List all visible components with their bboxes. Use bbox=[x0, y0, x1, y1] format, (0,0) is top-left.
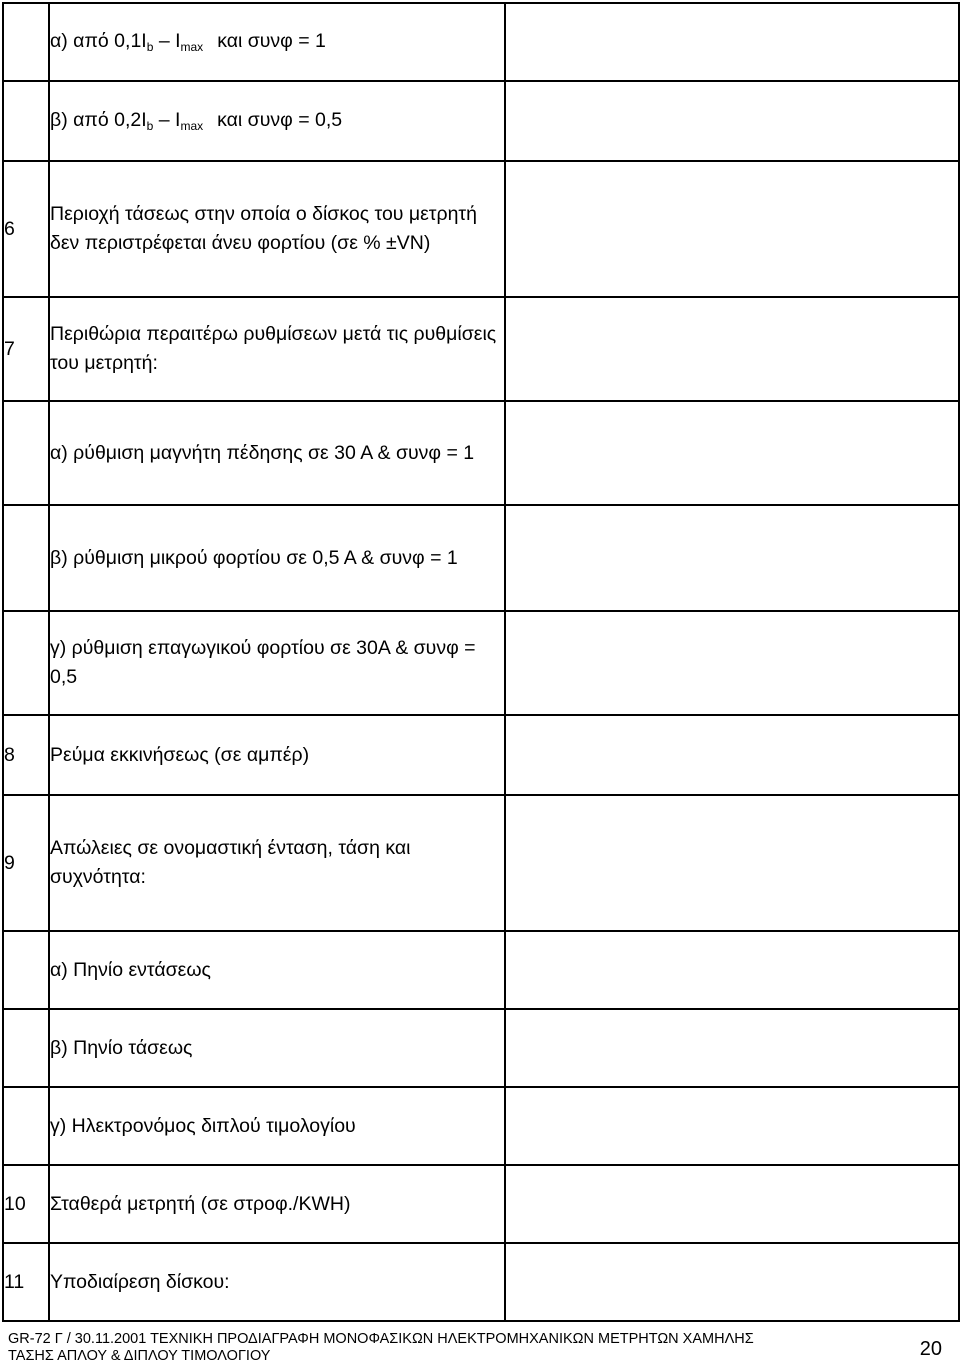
table-row bbox=[3, 401, 959, 505]
row-value-cell bbox=[505, 611, 959, 715]
row-number bbox=[3, 505, 49, 611]
footer-text bbox=[8, 1331, 828, 1365]
row-description: Υποδιαίρεση δίσκου: bbox=[49, 1243, 505, 1321]
row-number bbox=[3, 1009, 49, 1087]
row-description: β) Πηνίο τάσεως bbox=[49, 1009, 505, 1087]
row-value-cell bbox=[505, 1087, 959, 1165]
subscript: b bbox=[146, 118, 154, 133]
text-part: I bbox=[175, 108, 181, 131]
text-part: α) από 0,1I bbox=[50, 29, 147, 52]
row-description: α) Πηνίο εντάσεως bbox=[49, 931, 505, 1009]
dash: – bbox=[158, 108, 170, 131]
row-number bbox=[3, 81, 49, 161]
row-description: Περιοχή τάσεως στην οποία ο δίσκος του μετρητή δεν περιστρέφεται άνευ φορτίου (σε % ±VN) bbox=[49, 161, 505, 297]
row-number bbox=[3, 401, 49, 505]
row-value-cell bbox=[505, 505, 959, 611]
row-number: 8 bbox=[3, 715, 49, 795]
row-number: 11 bbox=[3, 1243, 49, 1321]
footer-line-2: ΤΑΣΗΣ ΑΠΛΟΥ & ΔΙΠΛΟΥ ΤΙΜΟΛΟΓΙΟΥ bbox=[8, 1348, 271, 1364]
subscript: b bbox=[146, 39, 154, 54]
text-part: I bbox=[175, 29, 181, 52]
row-value-cell bbox=[505, 1009, 959, 1087]
row-value-cell bbox=[505, 401, 959, 505]
row-description: α) ρύθμιση μαγνήτη πέδησης σε 30 Α & συνφ = 1 bbox=[49, 401, 505, 505]
table-row bbox=[3, 161, 959, 297]
table-row bbox=[3, 715, 959, 795]
row-number bbox=[3, 1087, 49, 1165]
row-number bbox=[3, 611, 49, 715]
table-row bbox=[3, 1165, 959, 1243]
row-number: 7 bbox=[3, 297, 49, 401]
text-part: και συνφ = 1 bbox=[217, 29, 326, 52]
table-row bbox=[3, 795, 959, 931]
row-value-cell bbox=[505, 297, 959, 401]
table-row bbox=[3, 297, 959, 401]
row-description: β) ρύθμιση μικρού φορτίου σε 0,5 Α & συνφ = 1 bbox=[49, 505, 505, 611]
text-part: και συνφ = 0,5 bbox=[217, 108, 343, 131]
row-number: 6 bbox=[3, 161, 49, 297]
page-number: 20 bbox=[919, 1338, 942, 1360]
table-row bbox=[3, 1243, 959, 1321]
row-description: Περιθώρια περαιτέρω ρυθμίσεων μετά τις ρυθμίσεις του μετρητή: bbox=[49, 297, 505, 401]
table-row bbox=[3, 3, 959, 81]
row-number: 10 bbox=[3, 1165, 49, 1243]
table-row bbox=[3, 1009, 959, 1087]
table-row bbox=[3, 505, 959, 611]
row-value-cell bbox=[505, 715, 959, 795]
row-description bbox=[49, 81, 505, 161]
table-row bbox=[3, 1087, 959, 1165]
row-value-cell bbox=[505, 3, 959, 81]
footer-line-1: GR-72 Γ / 30.11.2001 ΤΕΧΝΙΚΗ ΠΡΟΔΙΑΓΡΑΦΗ ΜΟΝΟΦΑΣΙΚΩΝ ΗΛΕΚΤΡΟΜΗΧΑΝΙΚΩΝ ΜΕΤΡΗΤΩΝ ΧΑΜΗΛΗΣ bbox=[8, 1331, 754, 1347]
specification-table bbox=[2, 2, 960, 1322]
row-description: γ) ρύθμιση επαγωγικού φορτίου σε 30Α & συνφ = 0,5 bbox=[49, 611, 505, 715]
row-number bbox=[3, 931, 49, 1009]
row-description: γ) Ηλεκτρονόμος διπλού τιμολογίου bbox=[49, 1087, 505, 1165]
row-value-cell bbox=[505, 161, 959, 297]
row-number: 9 bbox=[3, 795, 49, 931]
dash: – bbox=[158, 29, 170, 52]
row-value-cell bbox=[505, 1165, 959, 1243]
row-description: Ρεύμα εκκινήσεως (σε αμπέρ) bbox=[49, 715, 505, 795]
subscript: max bbox=[180, 118, 204, 133]
subscript: max bbox=[180, 39, 204, 54]
row-description: Απώλειες σε ονομαστική ένταση, τάση και συχνότητα: bbox=[49, 795, 505, 931]
table-row bbox=[3, 931, 959, 1009]
row-value-cell bbox=[505, 1243, 959, 1321]
row-description: Σταθερά μετρητή (σε στροφ./KWH) bbox=[49, 1165, 505, 1243]
row-value-cell bbox=[505, 795, 959, 931]
table-row bbox=[3, 611, 959, 715]
row-number bbox=[3, 3, 49, 81]
table-row bbox=[3, 81, 959, 161]
row-value-cell bbox=[505, 81, 959, 161]
page-footer bbox=[8, 1331, 952, 1365]
row-value-cell bbox=[505, 931, 959, 1009]
row-description bbox=[49, 3, 505, 81]
text-part: β) από 0,2I bbox=[50, 108, 147, 131]
